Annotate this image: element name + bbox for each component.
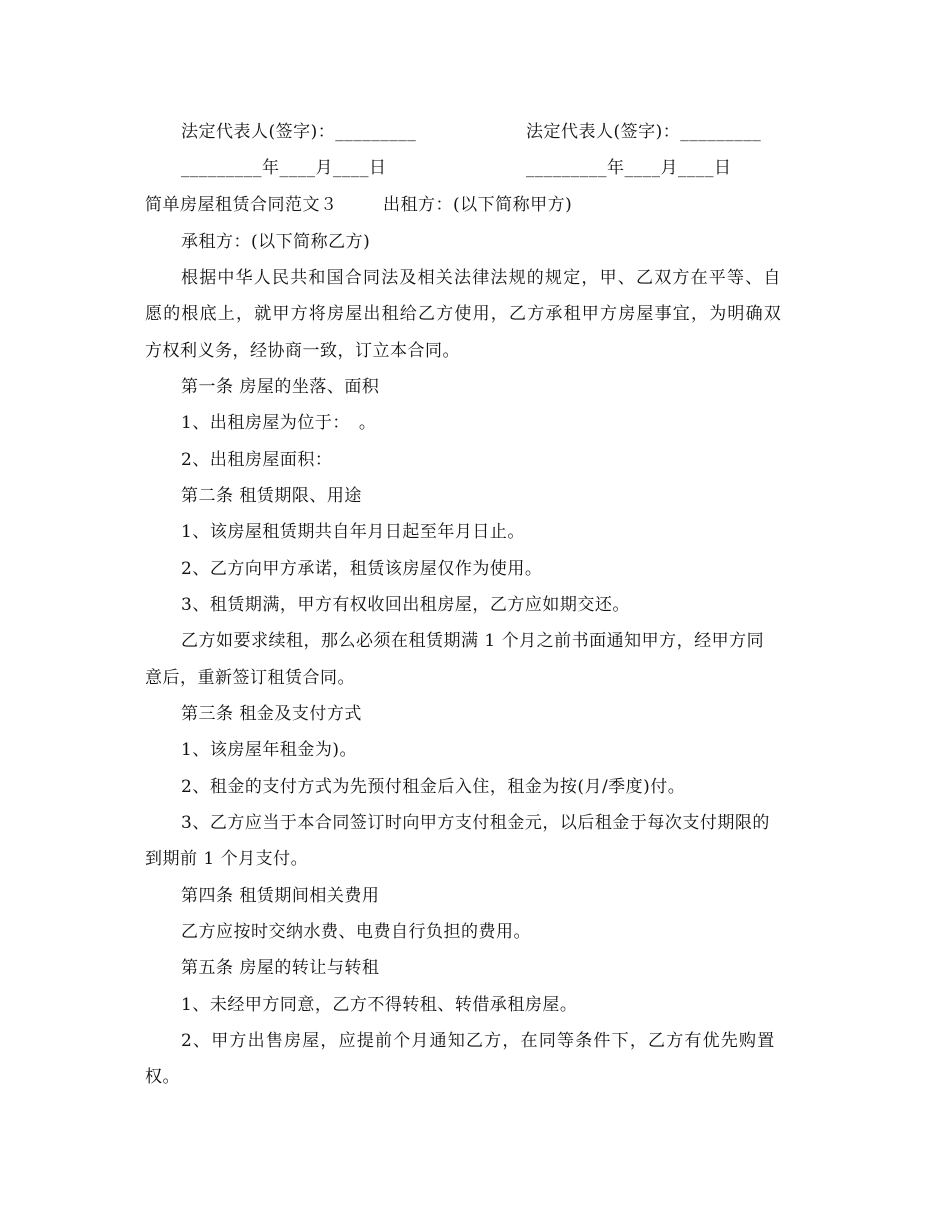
article-4-body: 乙方应按时交纳水费、电费自行负担的费用。 xyxy=(181,922,531,942)
article-5-item-2-line-1: 2、甲方出售房屋，应提前个月通知乙方，在同等条件下，乙方有优先购置 xyxy=(181,1031,776,1051)
preamble-line-1: 根据中华人民共和国合同法及相关法律法规的规定，甲、乙双方在平等、自 xyxy=(181,268,782,288)
article-2-item-1: 1、该房屋租赁期共自年月日起至年月日止。 xyxy=(181,522,525,542)
lessee-line: 承租方：(以下简称乙方) xyxy=(181,232,371,252)
article-3-item-2: 2、租金的支付方式为先预付租金后入住，租金为按(月/季度)付。 xyxy=(181,777,686,797)
article-5-item-1: 1、未经甲方同意，乙方不得转租、转借承租房屋。 xyxy=(181,995,578,1015)
preamble-line-2: 愿的根底上，就甲方将房屋出租给乙方使用，乙方承租甲方房屋事宜，为明确双 xyxy=(145,304,782,324)
renewal-line-1: 乙方如要求续租，那么必须在租赁期满 1 个月之前书面通知甲方，经甲方同 xyxy=(181,631,765,651)
article-1-item-1: 1、出租房屋为位于： 。 xyxy=(181,413,377,433)
renewal-line-2: 意后，重新签订租赁合同。 xyxy=(145,668,355,688)
document-title: 简单房屋租赁合同范文３ xyxy=(145,195,338,215)
left-date-line: _________年____月____日 xyxy=(181,158,387,178)
lessor-line: 出租方：(以下简称甲方) xyxy=(383,195,573,215)
article-4-heading: 第四条 租赁期间相关费用 xyxy=(181,886,380,906)
article-2-heading: 第二条 租赁期限、用途 xyxy=(181,486,362,506)
article-5-heading: 第五条 房屋的转让与转租 xyxy=(181,958,380,978)
article-2-item-2: 2、乙方向甲方承诺，租赁该房屋仅作为使用。 xyxy=(181,559,543,579)
article-3-item-1: 1、该房屋年租金为)。 xyxy=(181,740,357,760)
left-legal-rep-signature: 法定代表人(签字)：_________ xyxy=(181,122,417,142)
article-2-item-3: 3、租赁期满，甲方有权收回出租房屋，乙方应如期交还。 xyxy=(181,595,630,615)
article-5-item-2-line-2: 权。 xyxy=(145,1067,180,1087)
article-1-item-2: 2、出租房屋面积： xyxy=(181,450,333,470)
right-legal-rep-signature: 法定代表人(签字)：_________ xyxy=(526,122,762,142)
article-3-heading: 第三条 租金及支付方式 xyxy=(181,704,362,724)
article-1-heading: 第一条 房屋的坐落、面积 xyxy=(181,377,380,397)
preamble-line-3: 方权利义务，经协商一致，订立本合同。 xyxy=(145,341,460,361)
right-date-line: _________年____月____日 xyxy=(526,158,732,178)
article-3-item-3-line-2: 到期前 1 个月支付。 xyxy=(145,849,309,869)
article-3-item-3-line-1: 3、乙方应当于本合同签订时向甲方支付租金元，以后租金于每次支付期限的 xyxy=(181,813,770,833)
